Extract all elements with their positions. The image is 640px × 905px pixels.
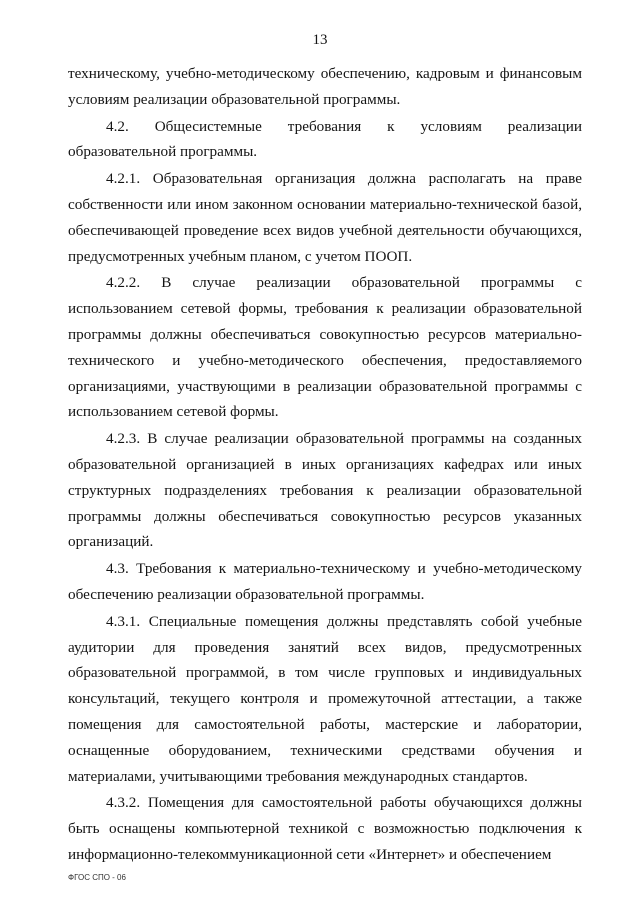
- page-number: 13: [312, 32, 328, 48]
- paragraph-4-3-2: 4.3.2. Помещения для самостоятельной работы обучающихся должны быть оснащены компьютерной техникой с возможностью подключения к информационно-телекоммуникационной сети «Интернет» и обеспечением: [68, 794, 582, 863]
- paragraph-4-2: 4.2. Общесистемные требования к условиям реализации образовательной программы.: [68, 117, 582, 161]
- paragraph-continuation: техническому, учебно-методическому обеспечению, кадровым и финансовым условиям реализации образовательной программы.: [68, 65, 582, 108]
- paragraph-4-3-1: 4.3.1. Специальные помещения должны представлять собой учебные аудитории для проведения занятий всех видов, предусмотренных образовательной программой, в том числе групповых и индивидуальных консультаций, текущего контроля и промежуточной аттестации, а также помещения для самостоятельной работы, мастерские и лаборатории, оснащенные оборудованием, техническими средствами обучения и материалами, учитывающими требования международных стандартов.: [68, 612, 582, 785]
- paragraph-4-3: 4.3. Требования к материально-техническому и учебно-методическому обеспечению реализации образовательной программы.: [68, 560, 582, 603]
- paragraph-4-2-3: 4.2.3. В случае реализации образовательной программы на созданных образовательной организацией в иных организациях кафедрах или иных структурных подразделениях требования к реализации образовательной программы должны обеспечиваться совокупностью ресурсов указанных организаций.: [68, 430, 582, 551]
- paragraph-4-2-1: 4.2.1. Образовательная организация должна располагать на праве собственности или ином законном основании материально-технической базой, обеспечивающей проведение всех видов учебной деятельности обучающихся, предусмотренных учебным планом, с учетом ПООП.: [68, 170, 582, 265]
- page-footer: ФГОС СПО - 06: [68, 873, 126, 882]
- paragraph-4-2-2: 4.2.2. В случае реализации образовательной программы с использованием сетевой формы, требования к реализации образовательной программы должны обеспечиваться совокупностью ресурсов материально-технического и учебно-методического обеспечения, предоставляемого организациями, участвующими в реализации образовательной программы с использованием сетевой формы.: [68, 274, 582, 421]
- document-body: [68, 61, 582, 868]
